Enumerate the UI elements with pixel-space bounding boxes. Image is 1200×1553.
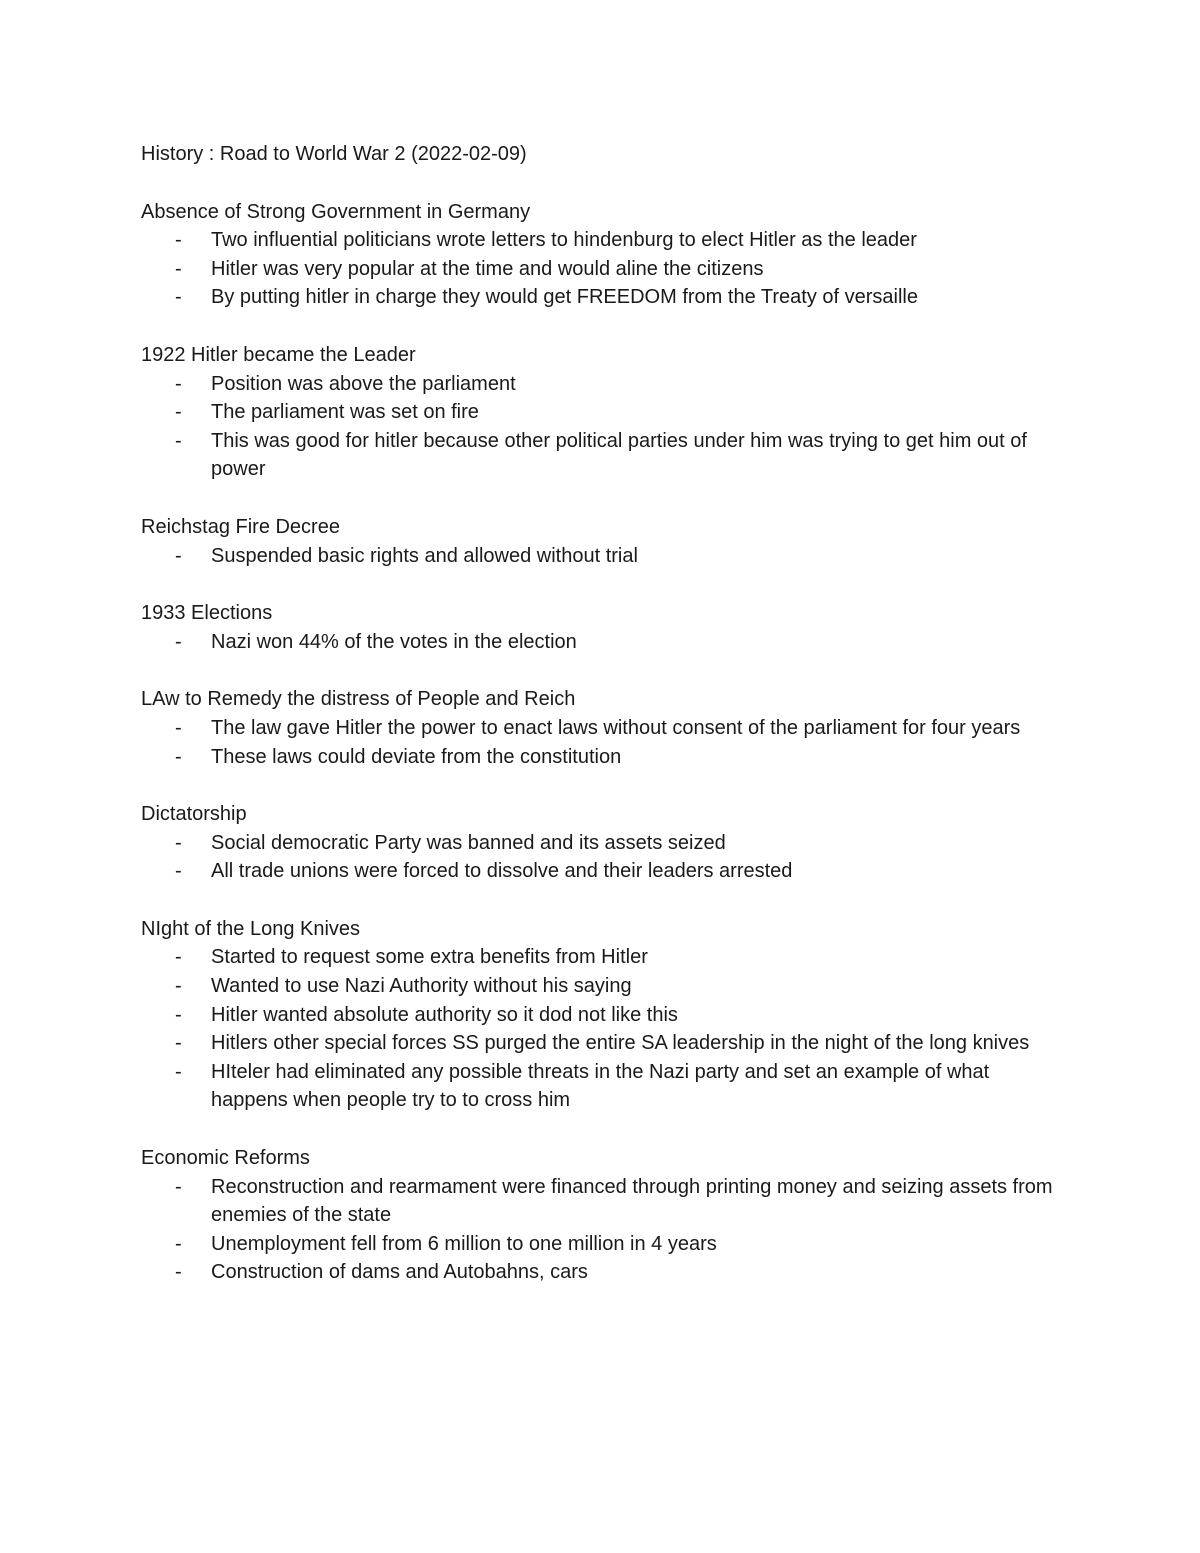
list-item-text: Wanted to use Nazi Authority without his saying [211, 975, 632, 998]
bullet-list [141, 370, 1071, 484]
document-title: History : Road to World War 2 (2022-02-09) [141, 143, 527, 165]
bullet-dash: - [175, 286, 182, 309]
list-item-text: HIteler had eliminated any possible threats in the Nazi party and set an example of what happens when people try to to cross him [211, 1060, 990, 1112]
list-item [141, 1001, 1071, 1030]
list-item [141, 427, 1071, 484]
bullet-dash: - [175, 1060, 182, 1083]
section-heading: LAw to Remedy the distress of People and Reich [141, 688, 576, 711]
list-item-text: Position was above the parliament [211, 372, 516, 395]
list-item [141, 1258, 1071, 1287]
list-item [141, 283, 1071, 312]
list-item-text: The law gave Hitler the power to enact laws without consent of the parliament for four years [211, 716, 1021, 739]
section-heading: NIght of the Long Knives [141, 917, 361, 940]
list-item-text: Social democratic Party was banned and its assets seized [211, 831, 726, 854]
section-heading: 1922 Hitler became the Leader [141, 343, 416, 366]
bullet-list [141, 542, 1071, 571]
list-item [141, 628, 1071, 657]
section-heading: Dictatorship [141, 803, 247, 826]
bullet-dash: - [175, 1232, 182, 1255]
list-item-text: Unemployment fell from 6 million to one million in 4 years [211, 1232, 717, 1255]
section-law-to-remedy [141, 685, 1071, 771]
section-dictatorship [141, 800, 1071, 886]
list-item [141, 857, 1071, 886]
bullet-dash: - [175, 1032, 182, 1055]
list-item [141, 542, 1071, 571]
section-economic-reforms [141, 1144, 1071, 1287]
list-item-text: These laws could deviate from the constitution [211, 745, 622, 768]
list-item [141, 1173, 1071, 1230]
bullet-dash: - [175, 401, 182, 424]
list-item [141, 255, 1071, 284]
list-item-text: Reconstruction and rearmament were financed through printing money and seizing assets from enemies of the state [211, 1175, 1053, 1227]
bullet-dash: - [175, 257, 182, 280]
list-item [141, 1230, 1071, 1259]
section-1933-elections [141, 599, 1071, 656]
list-item [141, 972, 1071, 1001]
list-item [141, 370, 1071, 399]
bullet-dash: - [175, 1175, 182, 1198]
section-heading: Absence of Strong Government in Germany [141, 200, 531, 223]
list-item-text: Hitlers other special forces SS purged the entire SA leadership in the night of the long knives [211, 1032, 1030, 1055]
bullet-list [141, 226, 1071, 312]
section-heading: Reichstag Fire Decree [141, 515, 340, 538]
bullet-dash: - [175, 860, 182, 883]
list-item-text: Suspended basic rights and allowed without trial [211, 544, 638, 567]
bullet-dash: - [175, 630, 182, 653]
document-page [141, 140, 1071, 1316]
list-item [141, 398, 1071, 427]
list-item [141, 226, 1071, 255]
list-item [141, 943, 1071, 972]
bullet-list [141, 714, 1071, 771]
section-reichstag-fire-decree [141, 513, 1071, 570]
list-item-text: The parliament was set on fire [211, 401, 479, 424]
section-heading: 1933 Elections [141, 602, 273, 625]
list-item-text: Nazi won 44% of the votes in the election [211, 630, 577, 653]
list-item-text: Construction of dams and Autobahns, cars [211, 1261, 588, 1284]
bullet-dash: - [175, 716, 182, 739]
list-item-text: Hitler wanted absolute authority so it dod not like this [211, 1003, 678, 1026]
bullet-dash: - [175, 429, 182, 452]
bullet-list [141, 829, 1071, 886]
list-item [141, 1058, 1071, 1115]
bullet-dash: - [175, 544, 182, 567]
list-item-text: Two influential politicians wrote letters to hindenburg to elect Hitler as the leader [211, 229, 917, 252]
bullet-list [141, 628, 1071, 657]
list-item [141, 1029, 1071, 1058]
section-night-of-long-knives [141, 915, 1071, 1115]
bullet-dash: - [175, 372, 182, 395]
list-item [141, 829, 1071, 858]
bullet-dash: - [175, 229, 182, 252]
list-item-text: All trade unions were forced to dissolve and their leaders arrested [211, 860, 793, 883]
list-item [141, 714, 1071, 743]
section-absence-of-strong-government [141, 198, 1071, 312]
bullet-list [141, 1173, 1071, 1287]
bullet-dash: - [175, 975, 182, 998]
bullet-dash: - [175, 1261, 182, 1284]
bullet-dash: - [175, 946, 182, 969]
bullet-dash: - [175, 745, 182, 768]
list-item-text: By putting hitler in charge they would get FREEDOM from the Treaty of versaille [211, 286, 918, 309]
list-item-text: This was good for hitler because other political parties under him was trying to get him out of power [211, 429, 1027, 481]
list-item [141, 743, 1071, 772]
bullet-dash: - [175, 1003, 182, 1026]
list-item-text: Started to request some extra benefits from Hitler [211, 946, 648, 969]
section-1922-hitler-leader [141, 341, 1071, 484]
bullet-dash: - [175, 831, 182, 854]
list-item-text: Hitler was very popular at the time and would aline the citizens [211, 257, 764, 280]
bullet-list [141, 943, 1071, 1115]
section-heading: Economic Reforms [141, 1147, 310, 1170]
